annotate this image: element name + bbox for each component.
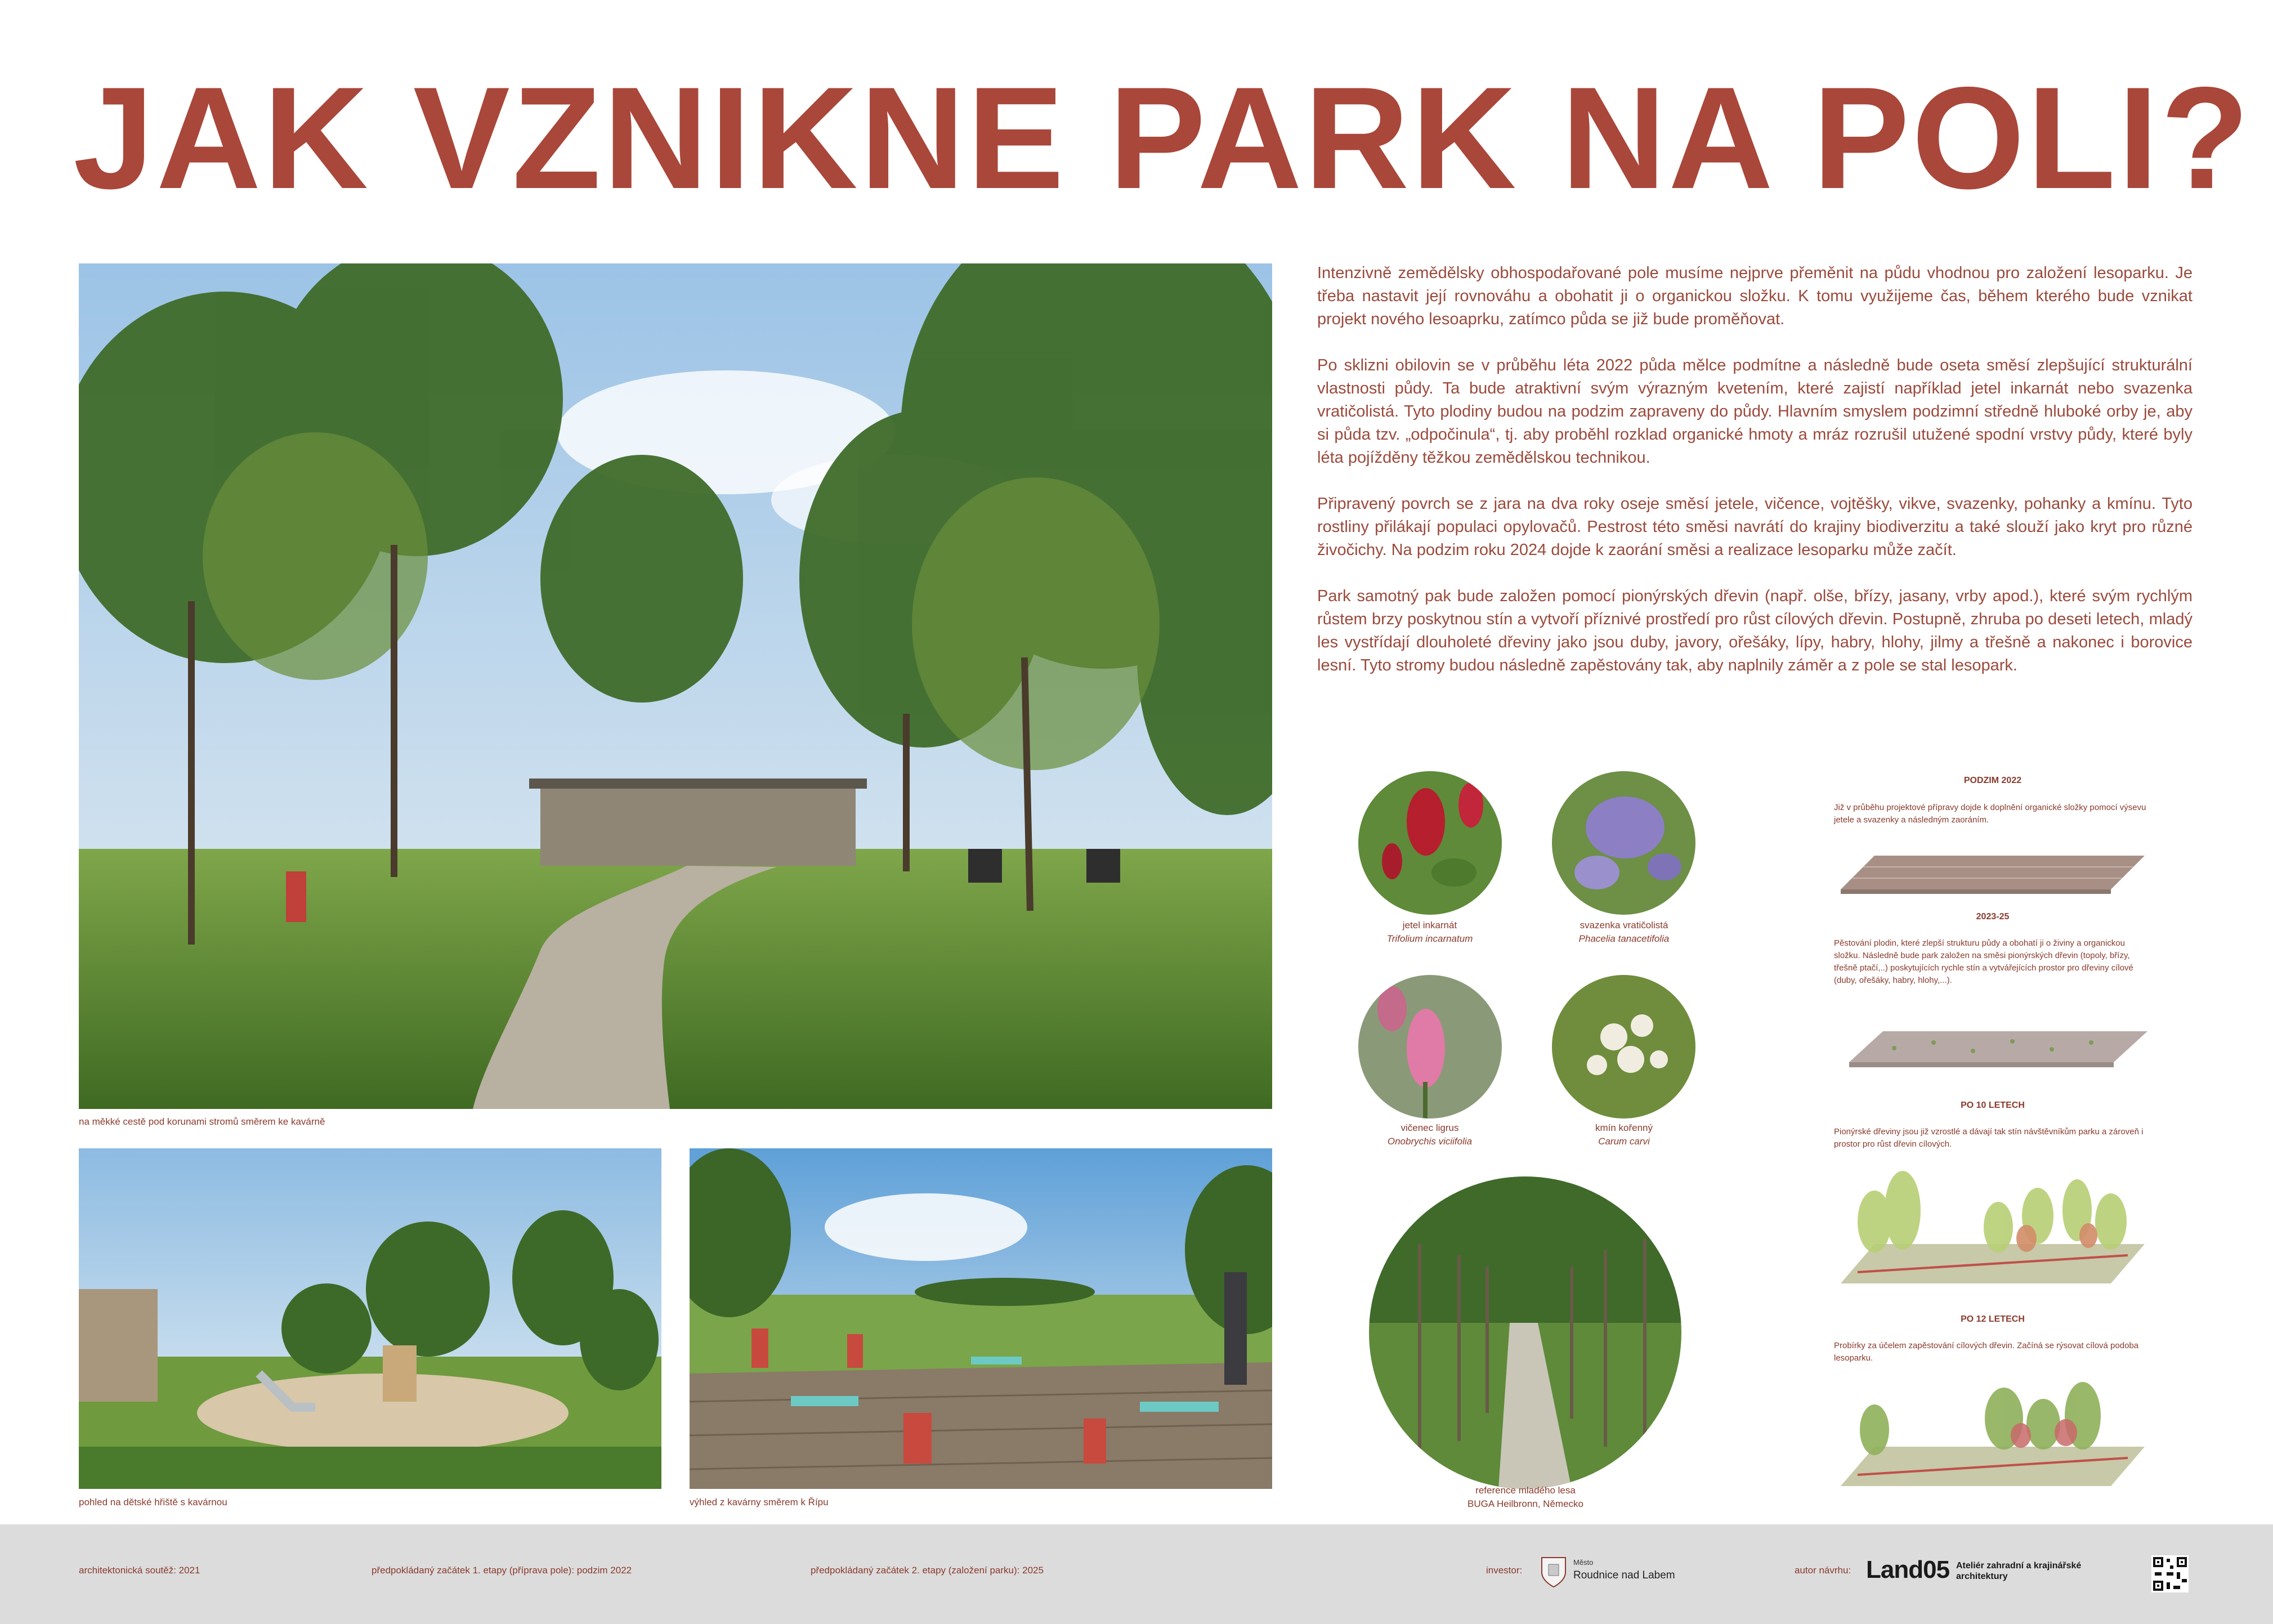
reference-caption xyxy=(1424,1484,1627,1511)
intro-text xyxy=(1317,262,2193,700)
footer-stage1: předpokládaný začátek 1. etapy (příprava pole): podzim 2022 xyxy=(372,1565,632,1576)
stage-text-1: Již v průběhu projektové přípravy dojde k doplnění organické složky pomocí výsevu jetele a svazenky a následným zaoráním. xyxy=(1834,803,2146,825)
plant-name: vičenec ligrus xyxy=(1401,1122,1459,1133)
footer-competition: architektonická soutěž: 2021 xyxy=(79,1565,200,1576)
qr-code-icon xyxy=(2151,1555,2189,1592)
plant-label-carum xyxy=(1523,1121,1725,1148)
investor-small: Město xyxy=(1573,1558,1594,1567)
plant-name: svazenka vratičolistá xyxy=(1580,920,1668,930)
stage-title-2: 2023-25 xyxy=(1976,912,2010,921)
plant-photo-carum xyxy=(1552,975,1695,1119)
stage-text-3: Pionýrské dřeviny jsou již vzrostlé a dávají tak stín návštěvníkům parku a zároveň i prostor pro růst dřevin cílových. xyxy=(1834,1127,2144,1149)
plant-label-phacelia xyxy=(1523,919,1725,946)
plant-latin-name: Trifolium incarnatum xyxy=(1386,933,1473,944)
stage-text-2: Pěstování plodin, které zlepší strukturu půdy a obohatí ji o živiny a organickou složku. Následně bude park založen na směsi pionýrských dřevin (topoly, břízy, třešně ptačí,..) poskytujících rychle stín a vytvářejících prostor pro dřeviny cílové (duby, ořešáky, habry, hlohy,...). xyxy=(1834,938,2133,985)
stage-illustration-4 xyxy=(1841,1374,2145,1492)
plant-label-onobrychis xyxy=(1328,1121,1531,1148)
stage-title-3: PO 10 LETECH xyxy=(1961,1100,2025,1110)
stage-illustration-3 xyxy=(1841,1165,2145,1289)
plant-name: jetel inkarnát xyxy=(1402,920,1457,930)
author-logo: Land05 xyxy=(1866,1556,1950,1583)
main-park-rendering xyxy=(79,263,1272,1109)
stage-title-1: PODZIM 2022 xyxy=(1963,776,2022,785)
playground-photo-caption: pohled na dětské hřiště s kavárnou xyxy=(79,1497,227,1507)
plant-label-trifolium xyxy=(1328,919,1531,946)
stage-title-4: PO 12 LETECH xyxy=(1961,1314,2025,1324)
stage-text-4: Probírky za účelem zapěstování cílových dřevin. Začíná se rýsovat cílová podoba lesoparku. xyxy=(1834,1341,2139,1363)
plant-latin-name: Onobrychis viciifolia xyxy=(1387,1136,1473,1147)
author-description xyxy=(1956,1560,2081,1582)
intro-paragraph-3: Připravený povrch se z jara na dva roky oseje směsí jetele, vičence, vojtěšky, vikve, svazenky, pohanky a kmínu. Tyto rostliny přilákají populaci opylovačů. Pestrost této směsi navrátí do krajiny biodiverzitu a také slouží jako kryt pro různé živočichy. Na podzim roku 2024 dojde k zaorání směsi a realizace lesoparku může začít. xyxy=(1317,495,2193,559)
intro-paragraph-1: Intenzivně zemědělsky obhospodařované pole musíme nejprve přeměnit na půdu vhodnou pro založení lesoparku. Je třeba nastavit její rovnováhu a obohatit ji o organickou složku. K tomu využijeme čas, během kterého bude vznikat projekt nového lesoaprku, zatímco půda se již bude proměňovat. xyxy=(1317,264,2193,328)
intro-paragraph-4: Park samotný pak bude založen pomocí pionýrských dřevin (např. olše, břízy, jasany, vrby apod.), které svým rychlým růstem brzy poskytnou stín a vytvoří příznivé prostředí pro růst cílových dřevin. Postupně, zhruba po deseti letech, mladý les vystřídají dlouholeté dřeviny jako jsou duby, javory, ořešáky, lípy, habry, hlohy, jilmy a třešně a nakonec i borovice lesní. Tyto stromy budou následně zapěstovány tak, aby naplnily záměr a z pole se stal lesopark. xyxy=(1317,587,2193,674)
stage-illustration-1 xyxy=(1841,850,2145,895)
footer-stage2: předpokládaný začátek 2. etapy (založení parku): 2025 xyxy=(811,1565,1044,1576)
reference-forest-photo xyxy=(1369,1176,1681,1489)
city-coat-of-arms-icon xyxy=(1540,1555,1568,1588)
main-photo-caption: na měkké cestě pod korunami stromů směrem ke kavárně xyxy=(79,1116,325,1127)
author-desc-line2: architektury xyxy=(1956,1572,2008,1581)
plant-latin-name: Carum carvi xyxy=(1598,1136,1650,1147)
stage-illustration-2 xyxy=(1849,1026,2147,1071)
intro-paragraph-2: Po sklizni obilovin se v průběhu léta 2022 půda mělce podmítne a následně bude oseta směsí zlepšující strukturální vlastnosti půdy. Ta bude atraktivní svým výrazným kvetením, které zajistí například jetel inkarnát nebo svazenka vratičolistá. Tyto plodiny budou na podzim zapraveny do půdy. Hlavním smyslem podzimní středně hluboké orby je, aby si půda tzv. „odpočinula“, tj. aby proběhl rozklad organické hmoty a mráz rozrušil utužené spodní vrstvy půdy, které byly léta pojížděny těžkou zemědělskou technikou. xyxy=(1317,356,2193,467)
reference-caption-line1: reference mladého lesa xyxy=(1475,1485,1576,1496)
playground-rendering xyxy=(79,1148,661,1489)
author-label: autor návrhu: xyxy=(1795,1565,1851,1576)
author-desc-line1: Ateliér zahradní a krajinářské xyxy=(1956,1561,2082,1571)
reference-caption-line2: BUGA Heilbronn, Německo xyxy=(1467,1498,1583,1509)
plant-name: kmín kořenný xyxy=(1595,1122,1653,1133)
plant-latin-name: Phacelia tanacetifolia xyxy=(1578,933,1670,944)
plant-photo-trifolium xyxy=(1358,771,1502,915)
investor-label: investor: xyxy=(1486,1565,1523,1576)
plant-photo-onobrychis xyxy=(1358,975,1502,1119)
investor-name: Roudnice nad Labem xyxy=(1573,1569,1675,1581)
page-title: JAK VZNIKNE PARK NA POLI? xyxy=(73,56,2252,219)
terrace-photo-caption: výhled z kavárny směrem k Řípu xyxy=(690,1497,829,1507)
plant-photo-phacelia xyxy=(1552,771,1695,915)
terrace-rendering xyxy=(690,1148,1272,1489)
